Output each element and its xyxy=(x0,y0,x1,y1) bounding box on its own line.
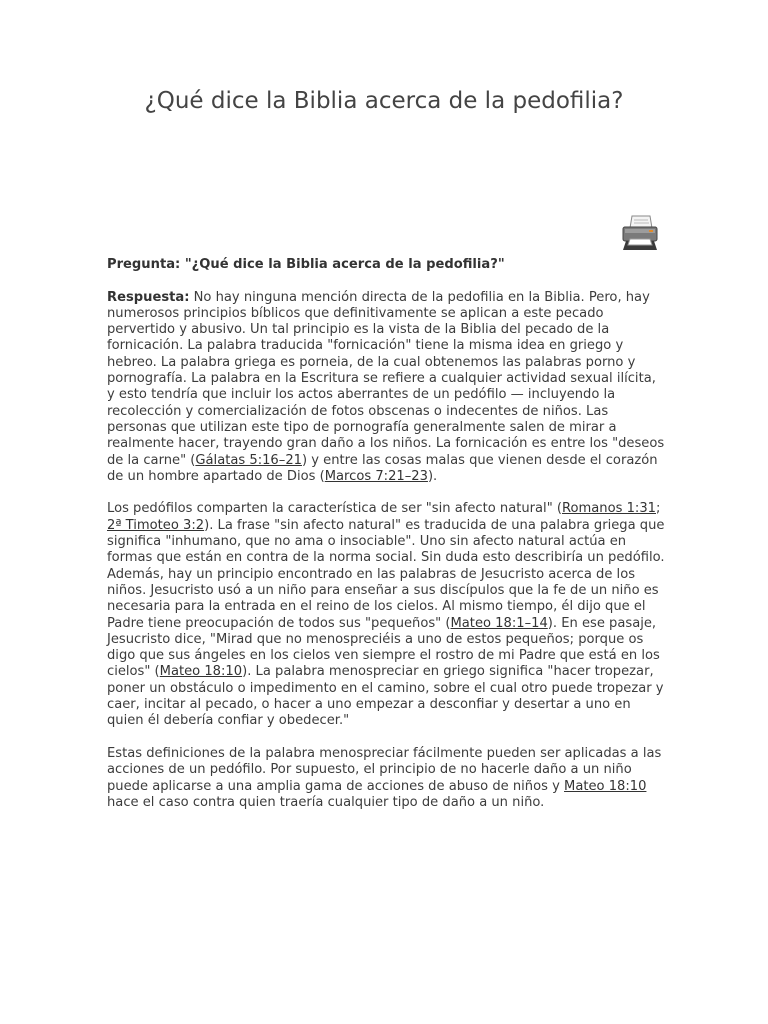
scripture-link-galatas[interactable]: Gálatas 5:16–21 xyxy=(195,452,302,468)
para2-text-2: ; xyxy=(656,501,661,517)
answer-text-2: ) y entre las cosas malas que vienen desde el corazón de un hombre apartado de Dios ( xyxy=(107,452,658,484)
question-text: "¿Qué dice la Biblia acerca de la pedofilia?" xyxy=(184,257,505,272)
paragraph-3 xyxy=(107,746,667,811)
para2-text-1: Los pedófilos comparten la característica de ser "sin afecto natural" ( xyxy=(107,501,562,517)
para2-text-3: ). La frase "sin afecto natural" es traducida de una palabra griega que significa "inhumano, que no ama o insociable". Uno sin afecto natural actúa en formas que están en contra de la norma social. Sin duda esto describiría un pedófilo. Además, hay un principio encontrado en las palabras de Jesucristo acerca de los niños. Jesucristo usó a un niño para enseñar a sus discípulos que la fe de un niño es necesaria para la entrada en el reino de los cielos. Al mismo tiempo, él dijo que el Padre tiene preocupación de todos sus "pequeños" ( xyxy=(107,517,665,631)
scripture-link-timoteo[interactable]: 2ª Timoteo 3:2 xyxy=(107,517,205,533)
page-title: ¿Qué dice la Biblia acerca de la pedofilia? xyxy=(144,88,624,114)
para3-text-1: Estas definiciones de la palabra menospreciar fácilmente pueden ser aplicadas a las acciones de un pedófilo. Por supuesto, el principio de no hacerle daño a un niño puede aplicarse a una amplia gama de acciones de abuso de niños y xyxy=(107,745,662,794)
printer-icon[interactable] xyxy=(620,214,660,252)
scripture-link-marcos[interactable]: Marcos 7:21–23 xyxy=(324,468,428,484)
answer-label: Respuesta: xyxy=(107,289,190,305)
para3-text-2: hace el caso contra quien traería cualquier tipo de daño a un niño. xyxy=(107,794,545,810)
para2-text-4: ). En ese pasaje, Jesucristo dice, "Mirad que no menospreciéis a uno de estos pequeños; porque os digo que sus ángeles en los cielos ven siempre el rostro de mi Padre que está en los cielos" ( xyxy=(107,615,660,680)
scripture-link-mateo-18-10[interactable]: Mateo 18:10 xyxy=(159,664,243,680)
article-body xyxy=(107,257,667,827)
scripture-link-romanos[interactable]: Romanos 1:31 xyxy=(562,501,656,517)
para2-text-5: ). La palabra menospreciar en griego significa "hacer tropezar, poner un obstáculo o impedimento en el camino, sobre el cual otro puede tropezar y caer, incitar al pecado, o hacer a uno empezar a desconfiar y desertar a uno en quien él debería confiar y obedecer." xyxy=(107,664,664,729)
answer-paragraph xyxy=(107,290,667,486)
scripture-link-mateo-18-10-b[interactable]: Mateo 18:10 xyxy=(564,778,647,794)
question-label: Pregunta: xyxy=(107,257,185,272)
paragraph-2 xyxy=(107,501,667,729)
scripture-link-mateo-18-1[interactable]: Mateo 18:1–14 xyxy=(450,615,548,631)
answer-text-3: ). xyxy=(427,468,438,484)
question-paragraph xyxy=(107,257,667,273)
answer-text-1: No hay ninguna mención directa de la pedofilia en la Biblia. Pero, hay numerosos principios bíblicos que definitivamente se aplican a este pecado pervertido y abusivo. Un tal principio es la vista de la Biblia del pecado de la fornicación. La palabra traducida "fornicación" tiene la misma idea en griego y hebreo. La palabra griega es porneia, de la cual obtenemos las palabras porno y pornografía. La palabra en la Escritura se refiere a cualquier actividad sexual ilícita, y esto tendría que incluir los actos aberrantes de un pedófilo — incluyendo la recolección y comercialización de fotos obscenas o indecentes de niños. Las personas que utilizan este tipo de pornografía generalmente salen de mirar a realmente hacer, trayendo gran daño a los niños. La fornicación es entre los "deseos de la carne" ( xyxy=(107,289,665,468)
